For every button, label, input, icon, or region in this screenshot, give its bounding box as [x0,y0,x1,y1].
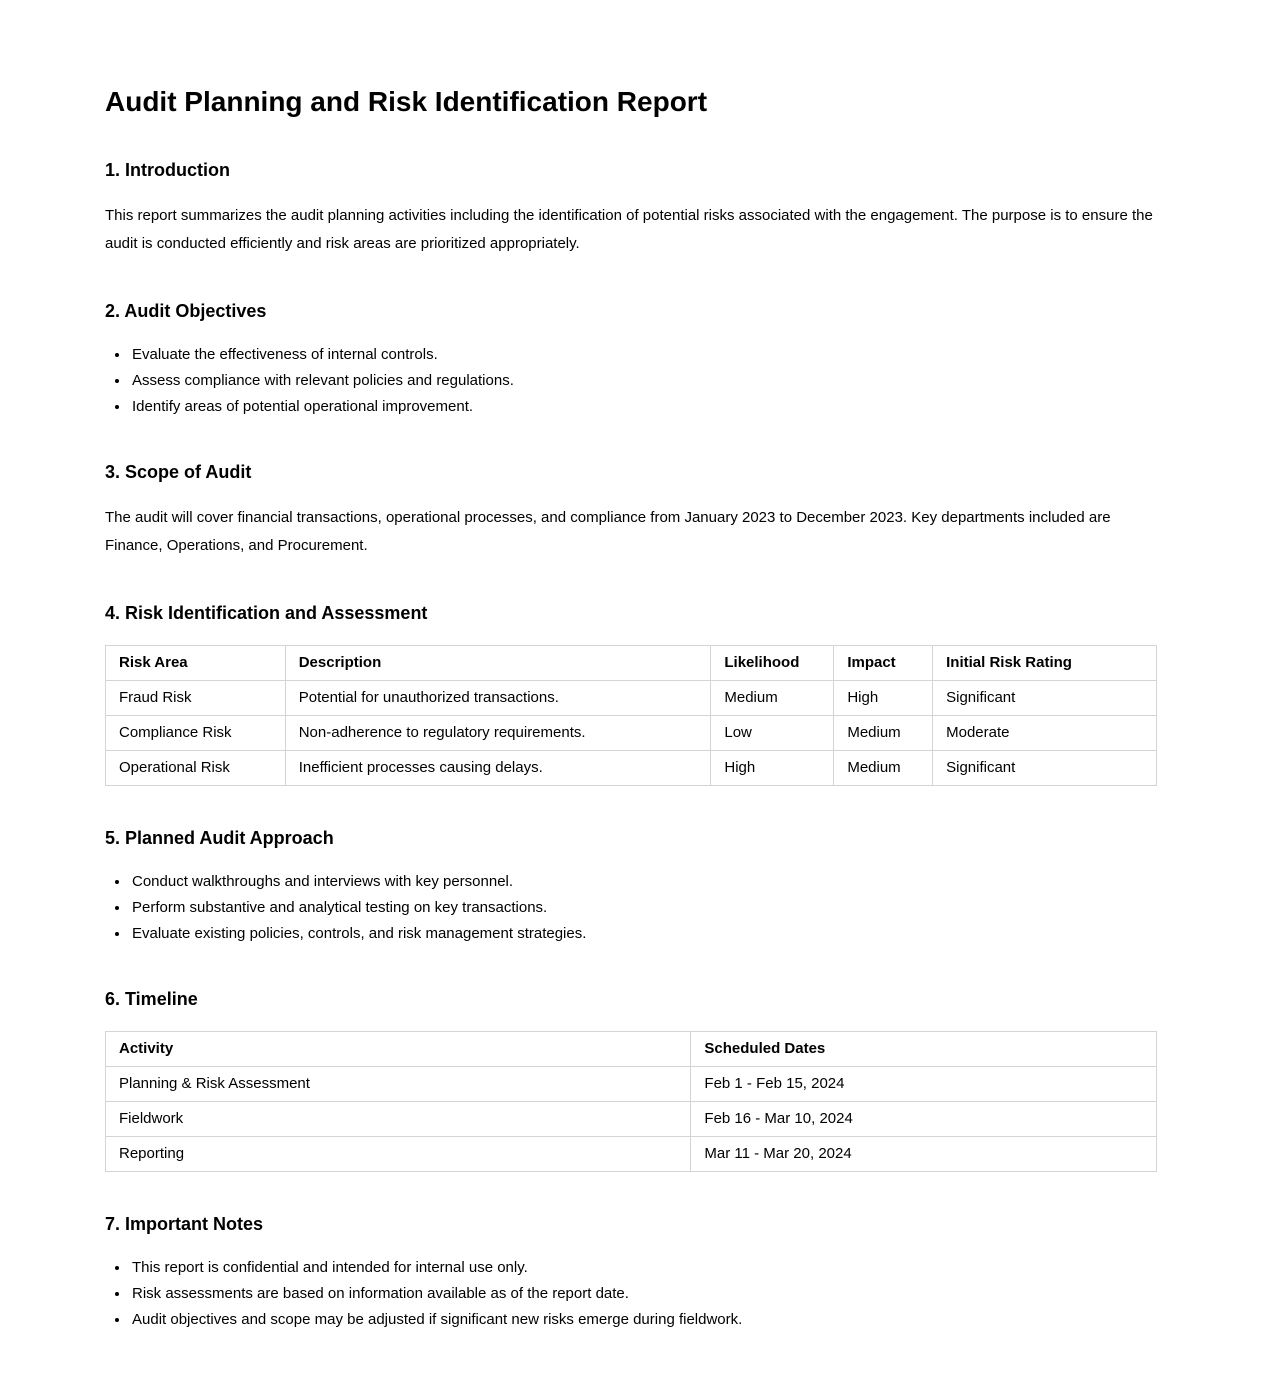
cell-risk-area: Compliance Risk [106,715,286,750]
section-heading-introduction: 1. Introduction [105,160,230,181]
list-item: • Conduct walkthroughs and interviews with key personnel. [130,869,1157,895]
cell-scheduled-dates: Feb 16 - Mar 10, 2024 [691,1101,1157,1136]
table-row [106,680,1157,715]
table-row [106,715,1157,750]
column-header-description: Description [285,645,711,680]
column-header-risk-area: Risk Area [106,645,286,680]
cell-risk-area: Fraud Risk [106,680,286,715]
introduction-paragraph: This report summarizes the audit planning activities including the identification of potential risks associated with the engagement. The purpose is to ensure the audit is conducted efficiently and risk areas are prioritized appropriately. [105,206,1153,253]
table-header-row [106,1031,1157,1066]
list-item: • This report is confidential and intended for internal use only. [130,1255,1157,1281]
table-row [106,1136,1157,1171]
important-notes-list [105,1255,1157,1333]
column-header-scheduled-dates: Scheduled Dates [691,1031,1157,1066]
column-header-likelihood: Likelihood [711,645,834,680]
section-heading-scope-of-audit: 3. Scope of Audit [105,462,252,483]
section-heading-important-notes: 7. Important Notes [105,1213,264,1234]
cell-likelihood: High [711,750,834,785]
section-heading-audit-objectives: 2. Audit Objectives [105,300,267,321]
table-row [106,750,1157,785]
cell-impact: Medium [834,750,933,785]
cell-description: Potential for unauthorized transactions. [285,680,711,715]
column-header-activity: Activity [106,1031,691,1066]
cell-impact: High [834,680,933,715]
risk-assessment-table [105,645,1157,786]
cell-likelihood: Low [711,715,834,750]
list-item: • Risk assessments are based on information available as of the report date. [130,1281,1157,1307]
table-header-row [106,645,1157,680]
page-title: Audit Planning and Risk Identification Report [105,86,708,117]
list-item: • Evaluate existing policies, controls, and risk management strategies. [130,921,1157,947]
cell-activity: Reporting [106,1136,691,1171]
list-item: • Evaluate the effectiveness of internal controls. [130,342,1157,368]
cell-scheduled-dates: Feb 1 - Feb 15, 2024 [691,1066,1157,1101]
cell-initial-risk-rating: Significant [933,680,1157,715]
cell-impact: Medium [834,715,933,750]
cell-scheduled-dates: Mar 11 - Mar 20, 2024 [691,1136,1157,1171]
cell-description: Non-adherence to regulatory requirements. [285,715,711,750]
column-header-initial-risk-rating: Initial Risk Rating [933,645,1157,680]
cell-initial-risk-rating: Moderate [933,715,1157,750]
list-item: • Audit objectives and scope may be adjusted if significant new risks emerge during fieldwork. [130,1307,1157,1333]
table-row [106,1101,1157,1136]
planned-audit-approach-list [105,869,1157,947]
table-row [106,1066,1157,1101]
section-heading-timeline: 6. Timeline [105,989,198,1010]
cell-activity: Fieldwork [106,1101,691,1136]
audit-objectives-list [105,342,1157,420]
cell-activity: Planning & Risk Assessment [106,1066,691,1101]
cell-risk-area: Operational Risk [106,750,286,785]
cell-likelihood: Medium [711,680,834,715]
scope-paragraph: The audit will cover financial transactions, operational processes, and compliance from January 2023 to December 2023. Key departments included are Finance, Operations, and Procurement. [105,508,1111,555]
cell-initial-risk-rating: Significant [933,750,1157,785]
timeline-table [105,1031,1157,1172]
list-item: • Identify areas of potential operational improvement. [130,394,1157,420]
list-item: • Perform substantive and analytical testing on key transactions. [130,895,1157,921]
column-header-impact: Impact [834,645,933,680]
list-item: • Assess compliance with relevant policies and regulations. [130,368,1157,394]
section-heading-planned-audit-approach: 5. Planned Audit Approach [105,827,334,848]
cell-description: Inefficient processes causing delays. [285,750,711,785]
section-heading-risk-identification: 4. Risk Identification and Assessment [105,602,428,623]
